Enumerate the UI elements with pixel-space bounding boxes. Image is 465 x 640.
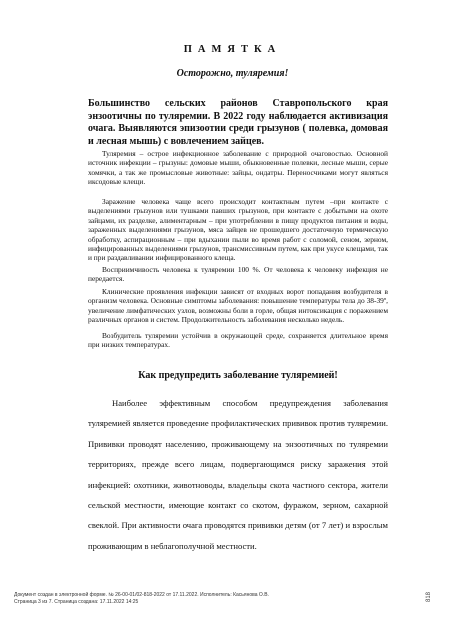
paragraph-text: Восприимчивость человека к туляремии 100 %. От человека к человеку инфекция не передается. [88, 265, 388, 284]
paragraph-text: Туляремия – острое инфекционное заболевание с природной очаговостью. Основной источник инфекции – грызуны: домовые мыши, обыкновенные полевки, лесные мыши, серые хомячки, а так же промысловые животные: зайцы, ондатры. Переносчиками могут являться иксодовые клещи. [88, 149, 388, 187]
paragraph-text: Заражение человека чаще всего происходит контактным путем –при контакте с выделениями грызунов или тушками павших грызунов, при контакте с добытыми на охоте зайцами, их разделке, алиментарным – при употреблении в пищу продуктов питания и воды, зараженных выделениями грызунов, мяса зайцев не прошедшего достаточную термическую обработку, аспирационным – при вдыхании пыли во время работ с соломой, сеном, зерном, инфицированных выделениями грызунов, трансмиссивным путем, как при укусе клещами, так и при раздавливании инфицированного клеща. [88, 197, 388, 263]
footer-line-2: Страница 3 из 7. Страница создана: 17.11.2022 14:25 [14, 598, 139, 605]
paragraph-definition [88, 149, 388, 187]
document-footer [14, 592, 404, 605]
paragraph-susceptibility [88, 265, 388, 284]
margin-number: 818 [426, 591, 433, 603]
paragraph-resistance [88, 331, 388, 350]
prevention-paragraph: Наиболее эффективным способом предупреждения заболевания туляремией является проведение профилактических прививок против туляремии. Прививки проводят населению, проживающему на энзоотичных по туляремии территориях, прежде всего лицам, подвергающимся риску заражения этой инфекцией: охотники, животноводы, владельцы скота частного сектора, жители сельской местности, имеющие контакт со скотом, фуражом, зерном, сахарной свеклой. При активности очага проводятся прививки детям (от 7 лет) и взрослым проживающим в неблагополучной местности. [88, 398, 388, 551]
paragraph-text: Клинические проявления инфекции зависят от входных ворот попадания возбудителя в организм человека. Основные симптомы заболевания: повышение температуры тела до 38-39º, увеличение лимфатических узлов, возможны боли в горле, общая интоксикация с поражением различных органов и систем. Продолжительность заболевания несколько недель. [88, 287, 388, 325]
document-subtitle: Осторожно, туляремия! [176, 68, 289, 79]
paragraph-transmission [88, 197, 388, 263]
prevention-block [88, 393, 388, 556]
prevention-heading: Как предупредить заболевание туляремией! [138, 370, 338, 381]
paragraph-symptoms [88, 287, 388, 325]
lead-paragraph: Большинство сельских районов Ставропольского края энзоотичны по туляремии. В 2022 году наблюдается активизация очага. Выявляются эпизоотии среди грызунов ( полевка, домовая и лесная мышь) с вовлечением зайцев. [88, 98, 388, 147]
paragraph-text: Возбудитель туляремии устойчив в окружающей среде, сохраняется длительное время при низких температурах. [88, 331, 388, 350]
document-title: ПАМЯТКА [183, 44, 282, 55]
footer-line-1: Документ создан в электронной форме. № 26-00-01/02-818-2022 от 17.11.2022. Исполнитель: Касьянова О.В. [14, 592, 269, 598]
